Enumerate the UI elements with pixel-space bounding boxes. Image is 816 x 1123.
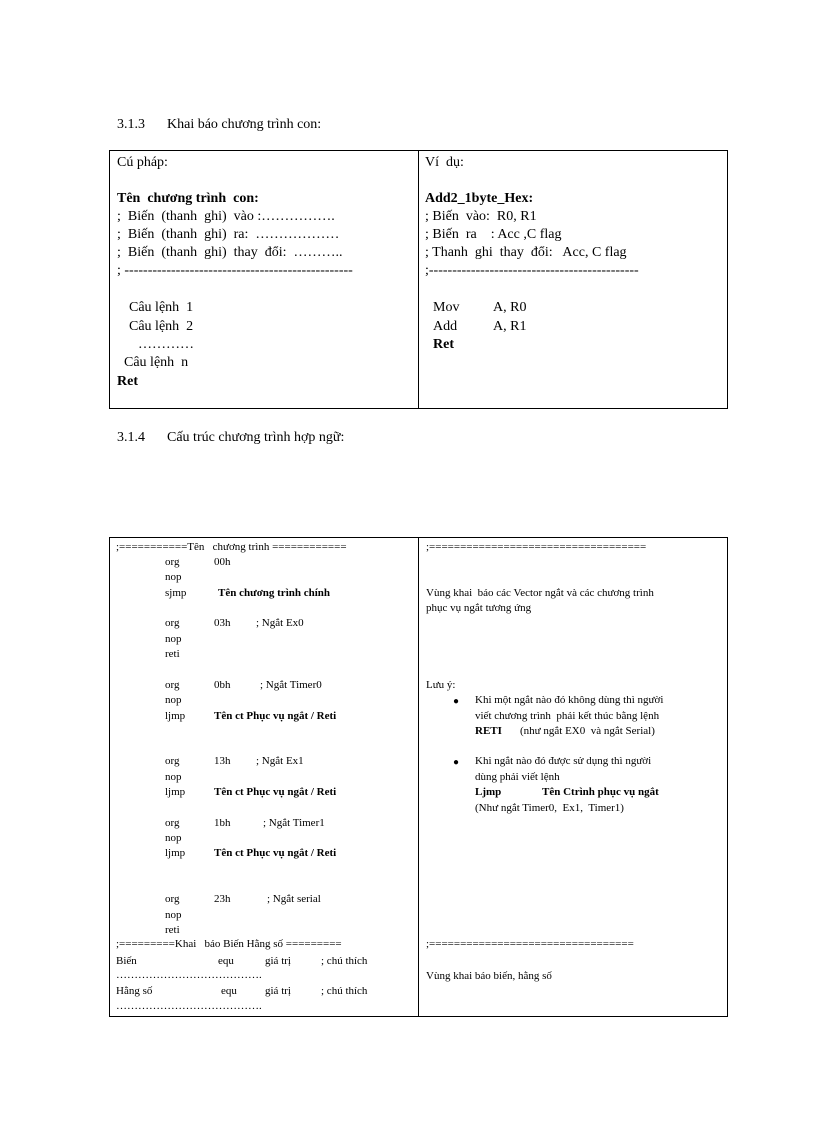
code-op: org <box>165 556 180 568</box>
code-arg: 0bh <box>214 679 231 691</box>
code-op: Mov <box>433 300 460 315</box>
example-name: Add2_1byte_Hex: <box>425 191 534 206</box>
note-text: viết chương trình phải kết thúc bằng lệnh <box>475 710 660 722</box>
code-op: org <box>165 893 180 905</box>
vector-description: phục vụ ngắt tương ứng <box>426 602 532 614</box>
section-heading-3-1-4 <box>117 430 344 446</box>
example-ret: Ret <box>433 337 454 352</box>
section-title: Khai báo chương trình con: <box>167 117 322 132</box>
example-comment-changed: ; Thanh ghi thay đổi: Acc, C flag <box>425 245 627 260</box>
code-op: reti <box>165 924 180 936</box>
note-text: (Như ngắt Timer0, Ex1, Timer1) <box>475 802 624 814</box>
code-arg: 03h <box>214 617 231 629</box>
statement-ellipsis: ………… <box>138 337 194 352</box>
code-arg: Tên ct Phục vụ ngắt / Reti <box>214 847 337 859</box>
statement-1: Câu lệnh 1 <box>129 300 194 315</box>
code-op: sjmp <box>165 587 187 599</box>
code-arg: 23h <box>214 893 231 905</box>
code-arg: Tên chương trình chính <box>218 587 331 599</box>
code-op: org <box>165 755 180 767</box>
ljmp-keyword: Ljmp <box>475 786 502 798</box>
code-op: Add <box>433 319 458 334</box>
comment-placeholder: ; chú thích <box>321 985 368 997</box>
ret-keyword: Ret <box>117 374 138 389</box>
example-comment-outputs: ; Biến ra : Acc ,C flag <box>425 227 562 242</box>
code-op: nop <box>165 571 182 583</box>
code-comment: ; Ngắt Ex0 <box>256 617 304 629</box>
dotted-line: …………………………………. <box>116 1000 262 1012</box>
vector-header: ;=================================== <box>426 541 647 553</box>
code-arg: Tên ct Phục vụ ngắt / Reti <box>214 786 337 798</box>
code-op: reti <box>165 648 180 660</box>
code-comment: ; Ngắt serial <box>267 893 321 905</box>
value-placeholder: giá trị <box>265 985 291 997</box>
syntax-table <box>109 150 728 409</box>
note-text: Khi ngắt nào đó được sử dụng thì người <box>475 755 652 767</box>
subroutine-name: Tên chương trình con: <box>117 191 259 206</box>
code-arg: 00h <box>214 556 231 568</box>
example-separator: ;--------------------------------------------- <box>425 263 639 278</box>
code-op: org <box>165 817 180 829</box>
comment-changed: ; Biến (thanh ghi) thay đổi: ……….. <box>117 245 343 260</box>
code-op: ljmp <box>165 847 186 859</box>
comment-inputs: ; Biến (thanh ghi) vào :……………. <box>117 209 335 224</box>
code-comment: ; Ngắt Ex1 <box>256 755 304 767</box>
bullet-icon: ● <box>453 696 460 707</box>
equ-keyword: equ <box>221 985 237 997</box>
code-op: nop <box>165 771 182 783</box>
program-header: ;===========Tên chương trình ============ <box>116 541 347 553</box>
code-op: nop <box>165 832 182 844</box>
reti-keyword: RETI <box>475 725 502 737</box>
note-text: Khi một ngắt nào đó không dùng thì người <box>475 694 664 706</box>
constants-header-right: ;================================= <box>426 938 634 950</box>
code-op: org <box>165 679 180 691</box>
code-op: nop <box>165 633 182 645</box>
statement-n: Câu lệnh n <box>124 355 189 370</box>
section-number: 3.1.3 <box>117 117 145 132</box>
comment-separator: ; ------------------------------------------------- <box>117 263 353 278</box>
equ-keyword: equ <box>218 955 234 967</box>
comment-outputs: ; Biến (thanh ghi) ra: ……………… <box>117 227 340 242</box>
variable-name: Biến <box>116 955 137 967</box>
code-op: nop <box>165 694 182 706</box>
ljmp-target: Tên Ctrình phục vụ ngắt <box>542 786 659 798</box>
section-heading-3-1-3 <box>117 117 321 133</box>
code-op: nop <box>165 909 182 921</box>
column-divider <box>418 538 419 1016</box>
constants-description: Vùng khai báo biến, hằng số <box>426 970 552 982</box>
column-divider <box>418 151 419 408</box>
syntax-header: Cú pháp: <box>117 155 168 170</box>
section-title: Cấu trúc chương trình hợp ngữ: <box>167 430 345 445</box>
note-title: Lưu ý: <box>426 679 456 691</box>
statement-2: Câu lệnh 2 <box>129 319 194 334</box>
code-op: ljmp <box>165 786 186 798</box>
example-header: Ví dụ: <box>425 155 464 170</box>
example-comment-inputs: ; Biến vào: R0, R1 <box>425 209 537 224</box>
comment-placeholder: ; chú thích <box>321 955 368 967</box>
code-op: ljmp <box>165 710 186 722</box>
note-text: dùng phải viết lệnh <box>475 771 560 783</box>
note-text: (như ngắt EX0 và ngắt Serial) <box>520 725 655 737</box>
code-arg: A, R0 <box>493 300 527 315</box>
code-arg: 1bh <box>214 817 231 829</box>
code-arg: 13h <box>214 755 231 767</box>
constants-header: ;=========Khai báo Biến Hằng số ========= <box>116 938 342 950</box>
section-number: 3.1.4 <box>117 430 145 445</box>
code-comment: ; Ngắt Timer0 <box>260 679 322 691</box>
value-placeholder: giá trị <box>265 955 291 967</box>
dotted-line: …………………………………. <box>116 969 262 981</box>
code-arg: A, R1 <box>493 319 527 334</box>
code-comment: ; Ngắt Timer1 <box>263 817 325 829</box>
code-op: org <box>165 617 180 629</box>
code-arg: Tên ct Phục vụ ngắt / Reti <box>214 710 337 722</box>
bullet-icon: ● <box>453 757 460 768</box>
program-structure-table <box>109 537 728 1017</box>
constant-name: Hằng số <box>116 985 153 997</box>
vector-description: Vùng khai báo các Vector ngắt và các chương trình <box>426 587 654 599</box>
